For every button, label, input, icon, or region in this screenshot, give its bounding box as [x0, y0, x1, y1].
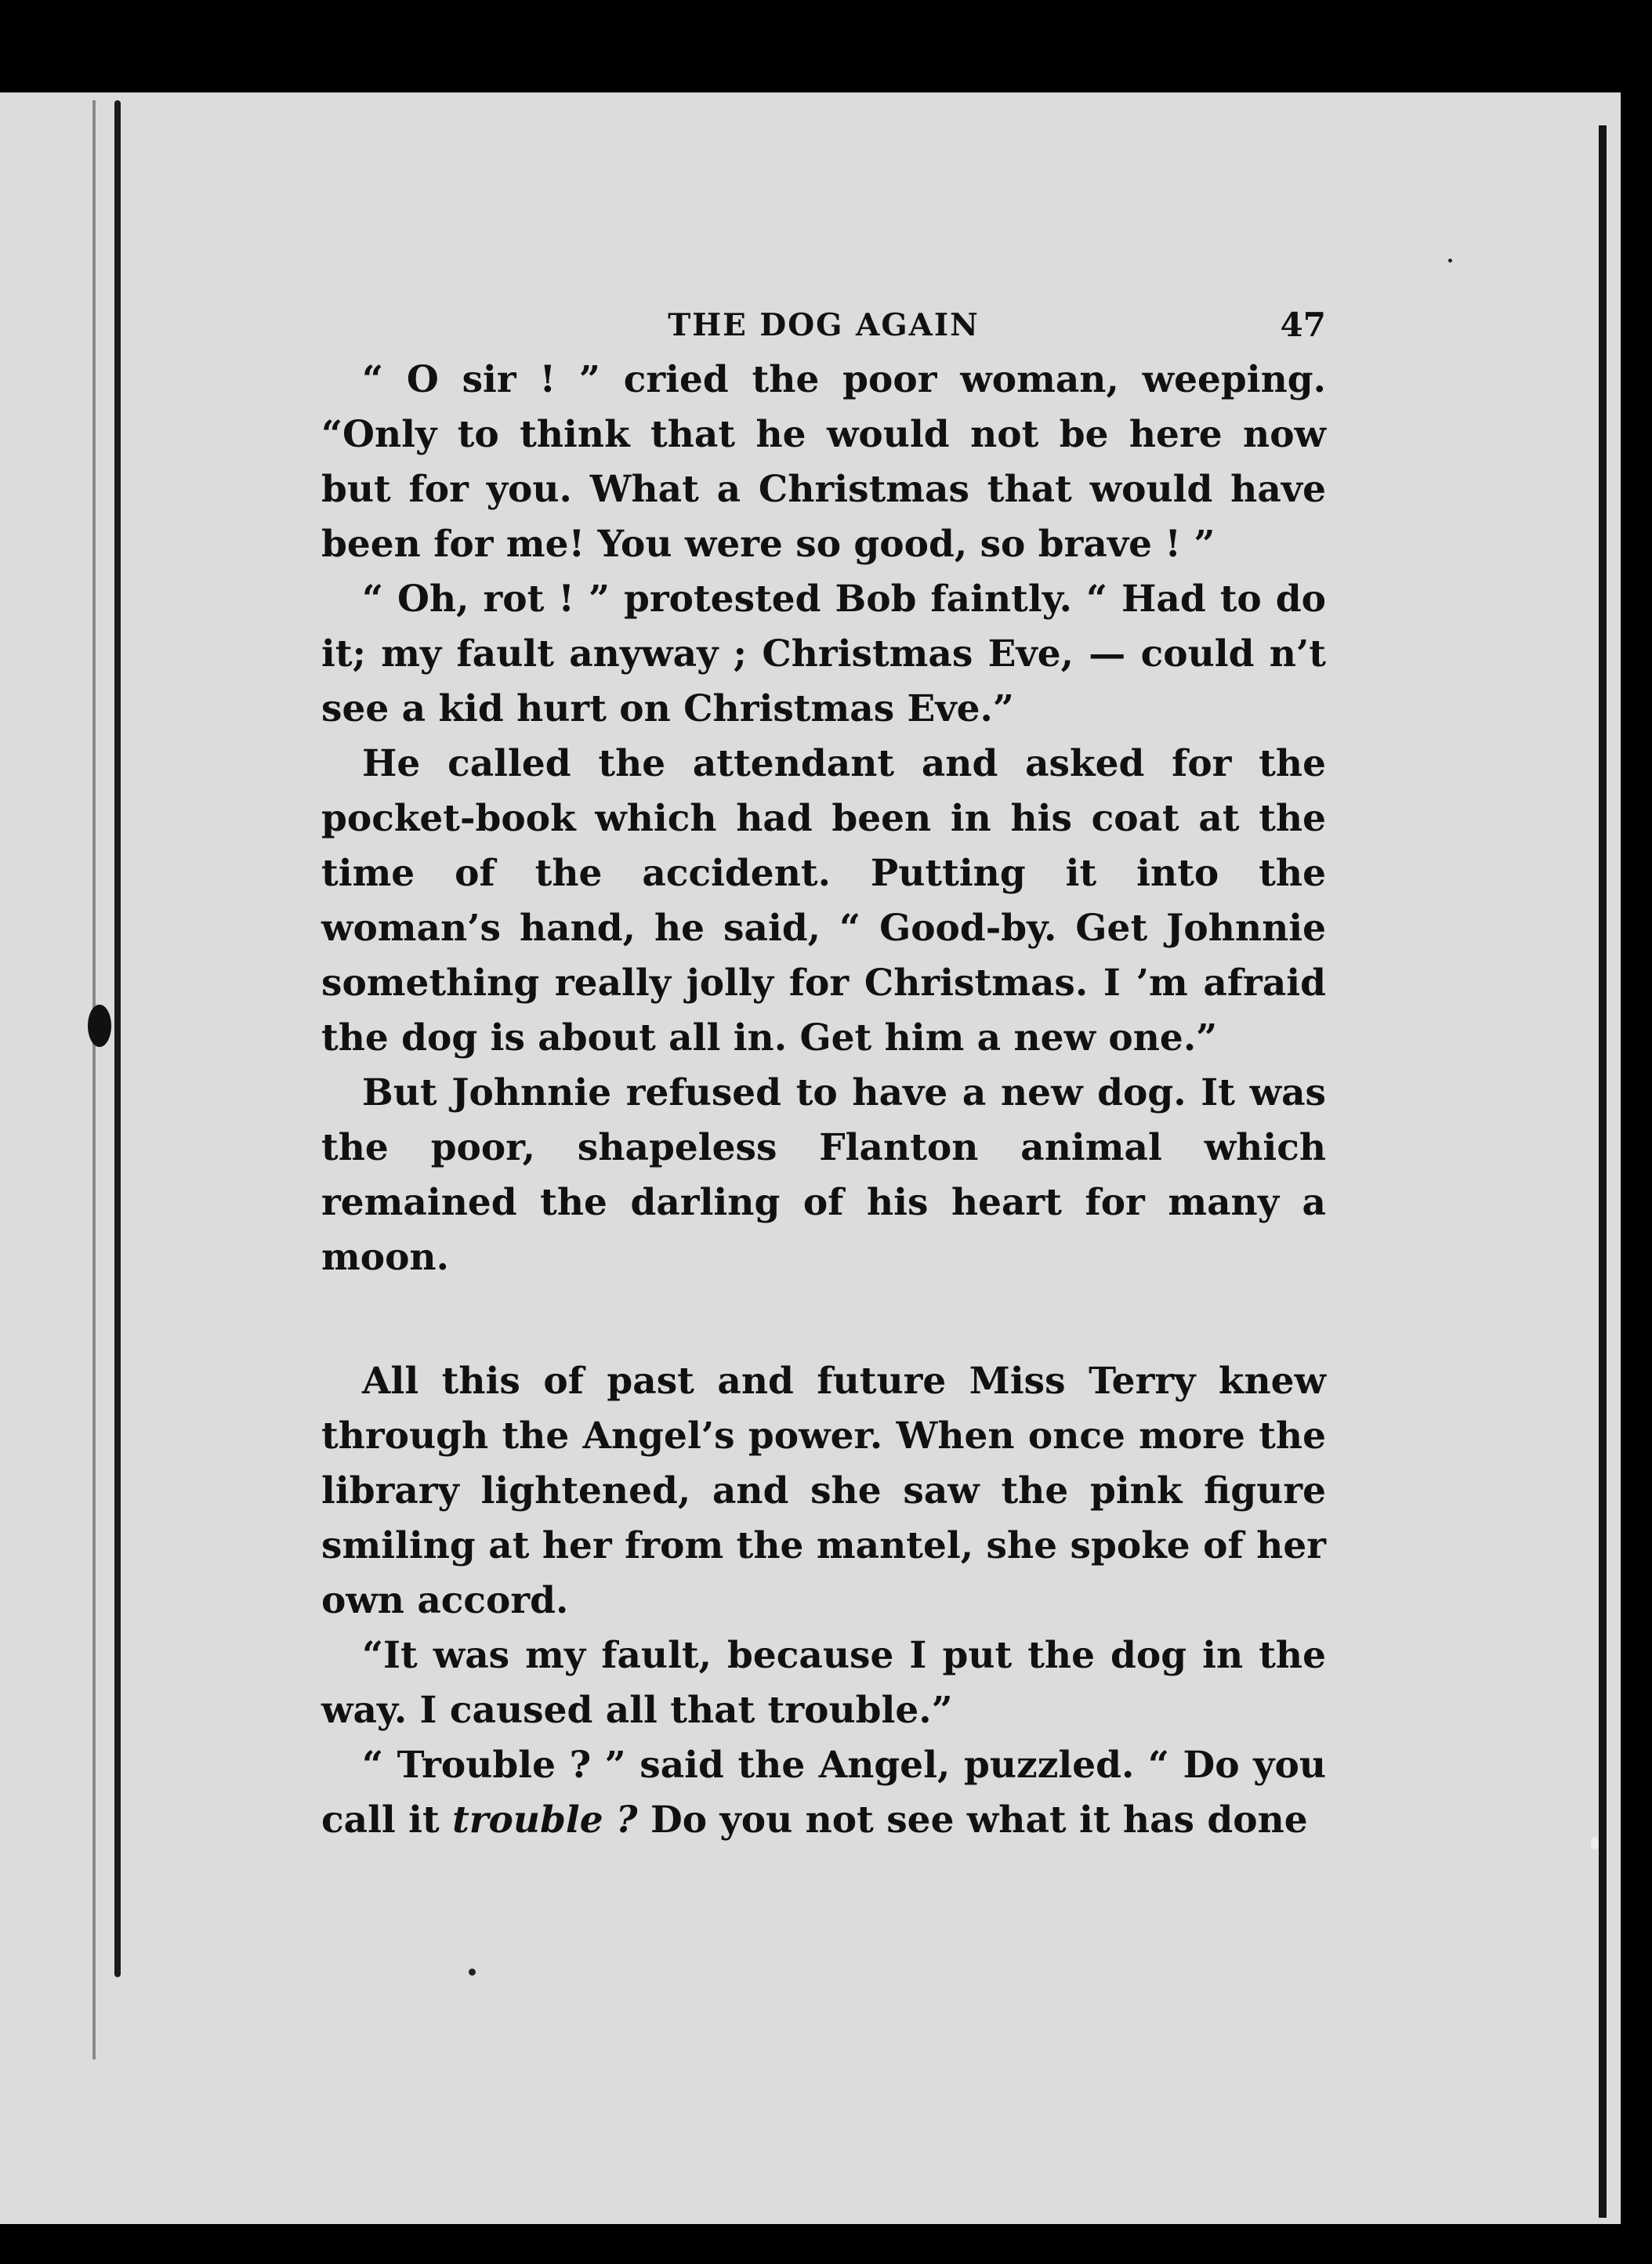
- page-edge: [1599, 125, 1607, 2218]
- paragraph: All this of past and future Miss Terry knew through the Angel’s power. When once more the library lightened, and she saw the pink figure smiling at her from the mantel, she spoke of her own accord.: [321, 1360, 1326, 1622]
- paragraph-text: Do you not see what it has done: [637, 1799, 1308, 1842]
- page-text: [321, 298, 1326, 1848]
- paragraph: “ Oh, rot ! ” protested Bob faintly. “ Had to do it; my fault anyway ; Christmas Eve, — could n’t see a kid hurt on Christmas Eve.”: [321, 578, 1326, 730]
- paragraph: But Johnnie refused to have a new dog. It was the poor, shapeless Flanton animal which remained the darling of his heart for many a moon.: [321, 1071, 1326, 1279]
- paragraph: “It was my fault, because I put the dog in the way. I caused all that trouble.”: [321, 1634, 1326, 1732]
- paragraph: He called the attendant and asked for the pocket-book which had been in his coat at the time of the accident. Putting it into the woman’s hand, he said, “ Good-by. Get Johnnie something really jolly for Christmas. I ’m afraid the dog is about all in. Get him a new one.”: [321, 742, 1326, 1060]
- page-number: 47: [1280, 306, 1326, 344]
- section-break: [321, 1285, 1326, 1354]
- gutter-shadow: [92, 100, 96, 2059]
- binding-mark: [88, 1005, 111, 1047]
- paragraph-text: “ Trouble ? ” said the Angel, puzzled. “ Do you call it: [321, 1744, 1326, 1842]
- paragraph: “ O sir ! ” cried the poor woman, weeping. “Only to think that he would not be here now but for you. What a Christmas that would have been for me! You were so good, so brave ! ”: [321, 358, 1326, 566]
- ink-speck: [1448, 259, 1452, 263]
- spine-line: [114, 100, 121, 1977]
- paragraph: [321, 1738, 1326, 1848]
- italic-emphasis: trouble ?: [452, 1799, 638, 1842]
- running-head: [321, 298, 1326, 353]
- running-title: THE DOG AGAIN: [668, 307, 980, 343]
- edge-nick: [1591, 1837, 1599, 1849]
- ink-speck: [469, 1969, 476, 1976]
